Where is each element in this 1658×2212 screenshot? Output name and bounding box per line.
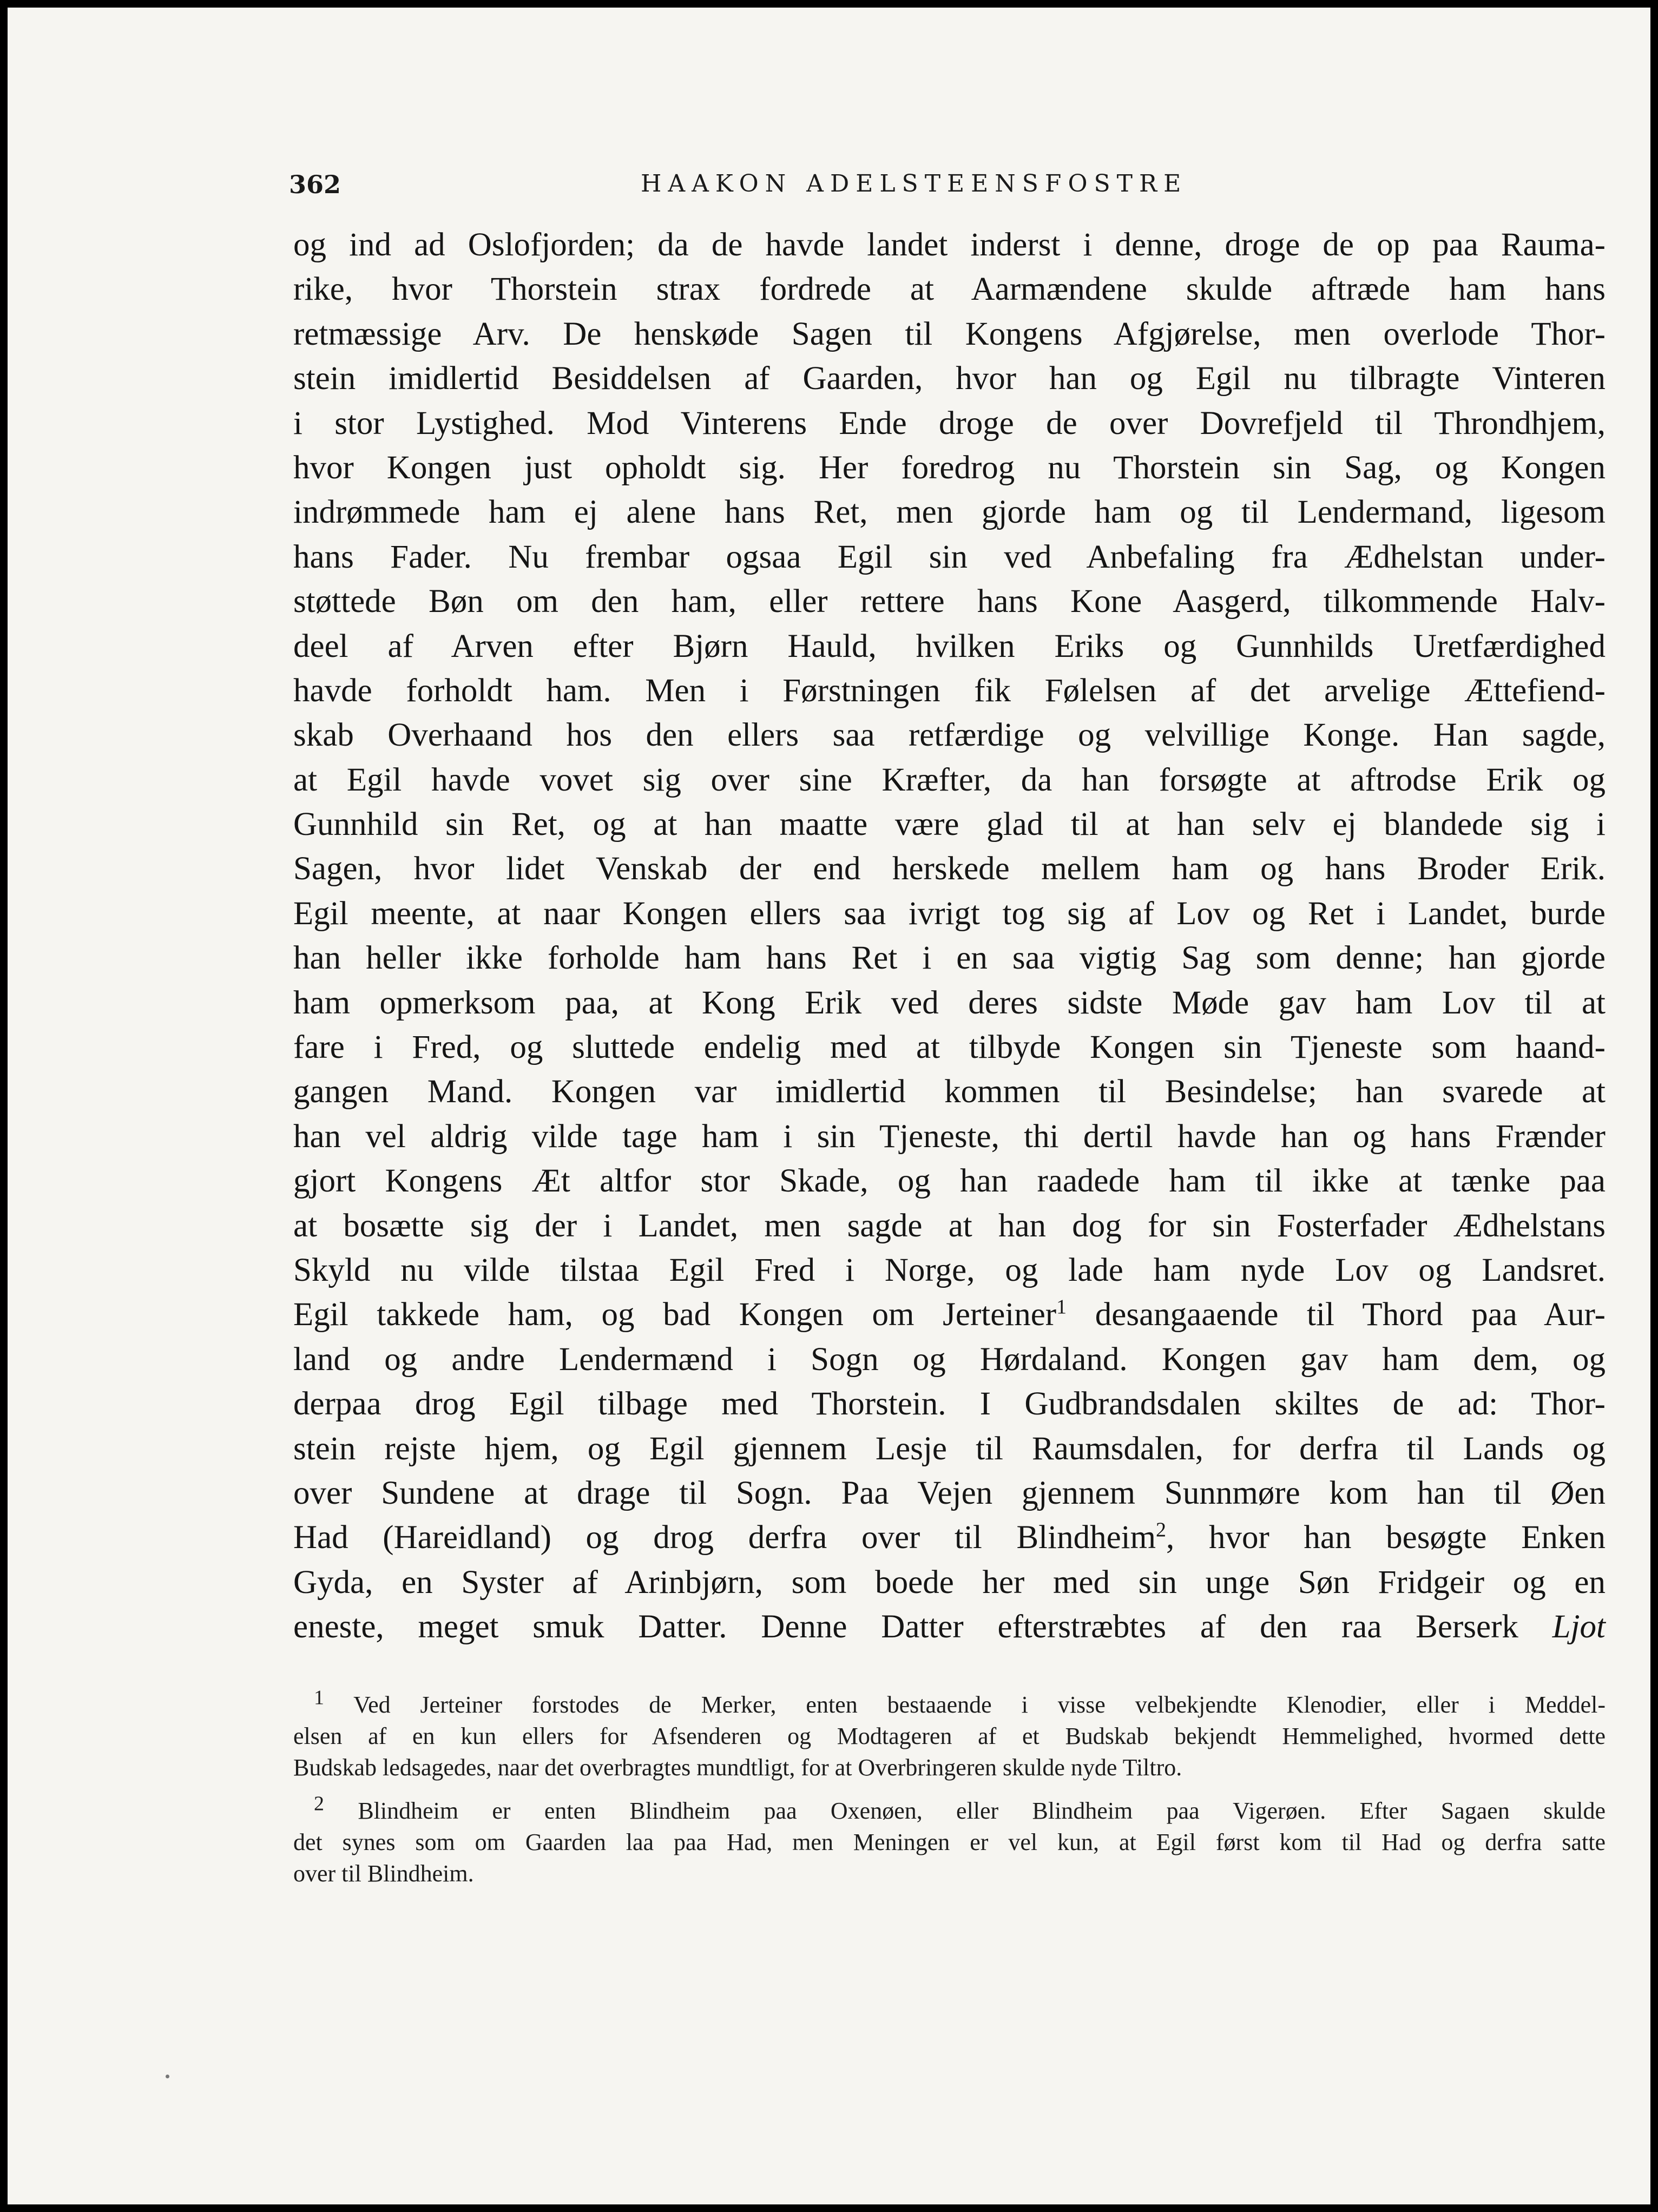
line-text: desangaaende til Thord paa Aur-: [1067, 1296, 1606, 1333]
running-title: HAAKON ADELSTEENSFOSTRE: [641, 170, 1188, 198]
dust-speck: [166, 2075, 169, 2078]
text-line: ham opmerksom paa, at Kong Erik ved deres sidste Møde gav ham Lov til at: [293, 984, 1606, 1021]
text-line: hans Fader. Nu frembar ogsaa Egil sin ved Anbefaling fra Ædhelstan under-: [293, 538, 1606, 575]
footnote-mark-2: 2: [314, 1792, 324, 1815]
text-line: fare i Fred, og sluttede endelig med at tilbyde Kongen sin Tjeneste som haand-: [293, 1029, 1606, 1066]
footnote-1-line: [293, 1686, 1606, 1721]
text-line: Gyda, en Syster af Arinbjørn, som boede her med sin unge Søn Fridgeir og en: [293, 1564, 1606, 1601]
text-line: at Egil havde vovet sig over sine Kræfter, da han forsøgte at aftrodse Erik og: [293, 761, 1606, 798]
text-line: hvor Kongen just opholdt sig. Her foredrog nu Thorstein sin Sag, og Kongen: [293, 449, 1606, 486]
text-line: retmæssige Arv. De henskøde Sagen til Kongens Afgjørelse, men overlode Thor-: [293, 315, 1606, 352]
text-line: stein imidlertid Besiddelsen af Gaarden, hvor han og Egil nu tilbragte Vinteren: [293, 360, 1606, 397]
footnotes: [293, 1686, 1606, 1890]
footnote-2-line: [293, 1792, 1606, 1827]
text-line: i stor Lystighed. Mod Vinterens Ende droge de over Dovrefjeld til Throndhjem,: [293, 405, 1606, 442]
footnote-1-line: Budskab ledsagedes, naar det overbragtes mundtligt, for at Overbringeren skulde nyde Tiltro.: [293, 1754, 1182, 1781]
line-text: Had (Hareidland) og drog derfra over til Blindheim: [293, 1519, 1156, 1556]
footnote-text: Ved Jerteiner forstodes de Merker, enten bestaaende i visse velbekjendte Klenodier, eller i Meddel-: [353, 1691, 1606, 1718]
text-line: rike, hvor Thorstein strax fordrede at Aarmændene skulde aftræde ham hans: [293, 271, 1606, 308]
page-number: 362: [289, 170, 341, 199]
footnote-1-line: elsen af en kun ellers for Afsenderen og Modtageren af et Budskab bekjendt Hemmelighed, hvormed dette: [293, 1723, 1606, 1749]
text-line: havde forholdt ham. Men i Førstningen fik Følelsen af det arvelige Ættefiend-: [293, 672, 1606, 709]
text-line: [293, 1293, 1606, 1337]
line-text: Egil takkede ham, og bad Kongen om Jerteiner: [293, 1296, 1057, 1333]
text-line: [293, 1605, 1606, 1649]
book-page: [8, 8, 1650, 2204]
text-line: han heller ikke forholde ham hans Ret i en saa vigtig Sag som denne; han gjorde: [293, 940, 1606, 977]
text-line: indrømmede ham ej alene hans Ret, men gjorde ham og til Lendermand, ligesom: [293, 494, 1606, 531]
text-line: Sagen, hvor lidet Venskab der end herskede mellem ham og hans Broder Erik.: [293, 851, 1606, 887]
text-line: at bosætte sig der i Landet, men sagde at han dog for sin Fosterfader Ædhelstans: [293, 1207, 1606, 1244]
footnote-ref-2[interactable]: 2: [1156, 1519, 1167, 1542]
body-text: [293, 223, 1606, 1650]
footnote-text: Blindheim er enten Blindheim paa Oxenøen, eller Blindheim paa Vigerøen. Efter Sagaen skulde: [358, 1798, 1606, 1824]
line-text: eneste, meget smuk Datter. Denne Datter efterstræbtes af den raa Berserk: [293, 1609, 1518, 1645]
text-line: og ind ad Oslofjorden; da de havde landet inderst i denne, droge de op paa Rauma-: [293, 227, 1606, 263]
text-line: Gunnhild sin Ret, og at han maatte være glad til at han selv ej blandede sig i: [293, 806, 1606, 843]
text-line: han vel aldrig vilde tage ham i sin Tjeneste, thi dertil havde han og hans Frænder: [293, 1118, 1606, 1155]
text-line: land og andre Lendermænd i Sogn og Hørdaland. Kongen gav ham dem, og: [293, 1341, 1606, 1378]
text-line: derpaa drog Egil tilbage med Thorstein. I Gudbrandsdalen skiltes de ad: Thor-: [293, 1386, 1606, 1423]
text-line: Egil meente, at naar Kongen ellers saa ivrigt tog sig af Lov og Ret i Landet, burde: [293, 895, 1606, 932]
footnote-mark-1: 1: [314, 1686, 324, 1709]
italic-name: Ljot: [1552, 1609, 1606, 1645]
text-line: gangen Mand. Kongen var imidlertid kommen til Besindelse; han svarede at: [293, 1074, 1606, 1110]
text-line: skab Overhaand hos den ellers saa retfærdige og velvillige Konge. Han sagde,: [293, 717, 1606, 754]
text-line: over Sundene at drage til Sogn. Paa Vejen gjennem Sunnmøre kom han til Øen: [293, 1474, 1606, 1511]
footnote-2-line: over til Blindheim.: [293, 1860, 474, 1887]
running-header: [289, 164, 1252, 202]
text-line: deel af Arven efter Bjørn Hauld, hvilken Eriks og Gunnhilds Uretfærdighed: [293, 628, 1606, 664]
text-line: gjort Kongens Æt altfor stor Skade, og han raadede ham til ikke at tænke paa: [293, 1163, 1606, 1200]
text-line: [293, 1516, 1606, 1560]
footnote-ref-1[interactable]: 1: [1056, 1296, 1067, 1319]
footnote-2-line: det synes som om Gaarden laa paa Had, men Meningen er vel kun, at Egil først kom til Had og derfra satte: [293, 1829, 1606, 1855]
line-text: , hvor han besøgte Enken: [1166, 1519, 1606, 1556]
text-line: stein rejste hjem, og Egil gjennem Lesje til Raumsdalen, for derfra til Lands og: [293, 1430, 1606, 1467]
text-line: støttede Bøn om den ham, eller rettere hans Kone Aasgerd, tilkommende Halv-: [293, 583, 1606, 620]
text-line: Skyld nu vilde tilstaa Egil Fred i Norge, og lade ham nyde Lov og Landsret.: [293, 1252, 1606, 1288]
